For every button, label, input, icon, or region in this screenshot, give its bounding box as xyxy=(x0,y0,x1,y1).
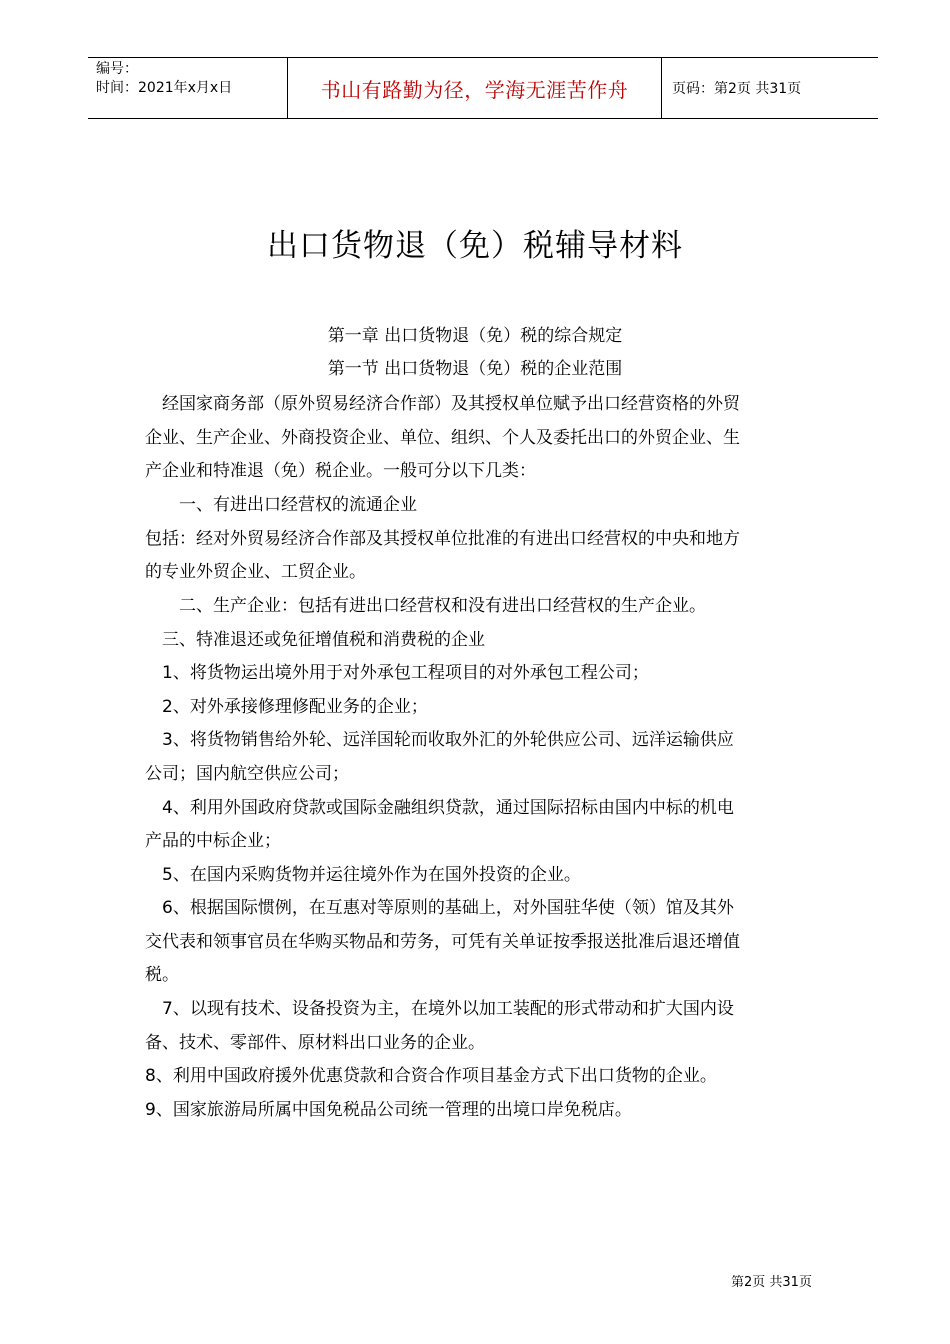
header-number-label: 编号： xyxy=(96,61,138,77)
list-item: 3、将货物销售给外轮、远洋国轮而收取外汇的外轮供应公司、远洋运输供应 xyxy=(145,730,734,750)
list-item: 税。 xyxy=(145,965,179,985)
body-line: 产企业和特准退（免）税企业。一般可分以下几类： xyxy=(145,461,536,481)
list-item: 5、在国内采购货物并运往境外作为在国外投资的企业。 xyxy=(145,865,581,885)
page-footer: 第2页 共31页 xyxy=(731,1275,812,1290)
list-item: 9、国家旅游局所属中国免税品公司统一管理的出境口岸免税店。 xyxy=(145,1100,632,1120)
list-item: 4、利用外国政府贷款或国际金融组织贷款，通过国际招标由国内中标的机电 xyxy=(145,798,734,818)
body-line: 企业、生产企业、外商投资企业、单位、组织、个人及委托出口的外贸企业、生 xyxy=(145,428,740,448)
list-heading: 三、特准退还或免征增值税和消费税的企业 xyxy=(145,630,485,650)
list-item: 公司；国内航空供应公司； xyxy=(145,764,349,784)
list-item: 交代表和领事官员在华购买物品和劳务，可凭有关单证按季报送批准后退还增值 xyxy=(145,932,740,952)
list-item: 6、根据国际惯例，在互惠对等原则的基础上，对外国驻华使（领）馆及其外 xyxy=(145,898,734,918)
list-item: 备、技术、零部件、原材料出口业务的企业。 xyxy=(145,1033,485,1053)
page-header xyxy=(88,57,878,119)
body-line: 包括：经对外贸易经济合作部及其授权单位批准的有进出口经营权的中央和地方 xyxy=(145,529,740,549)
chapter-heading: 第一章 出口货物退（免）税的综合规定 xyxy=(327,326,623,346)
document-title: 出口货物退（免）税辅导材料 xyxy=(267,228,683,264)
list-item: 产品的中标企业； xyxy=(145,831,281,851)
header-time-label: 时间：2021年x月x日 xyxy=(96,80,233,96)
header-page-label: 页码：第2页 共31页 xyxy=(672,81,802,97)
list-item: 8、利用中国政府援外优惠贷款和合资合作项目基金方式下出口货物的企业。 xyxy=(145,1066,717,1086)
header-motto: 书山有路勤为径，学海无涯苦作舟 xyxy=(288,58,662,118)
list-item: 7、以现有技术、设备投资为主，在境外以加工装配的形式带动和扩大国内设 xyxy=(145,999,734,1019)
list-item: 1、将货物运出境外用于对外承包工程项目的对外承包工程公司； xyxy=(145,663,649,683)
list-heading: 二、生产企业：包括有进出口经营权和没有进出口经营权的生产企业。 xyxy=(145,596,706,616)
body-line: 的专业外贸企业、工贸企业。 xyxy=(145,562,366,582)
section-heading: 第一节 出口货物退（免）税的企业范围 xyxy=(327,359,623,379)
body-line: 经国家商务部（原外贸易经济合作部）及其授权单位赋予出口经营资格的外贸 xyxy=(145,394,740,414)
list-item: 2、对外承接修理修配业务的企业； xyxy=(145,697,428,717)
list-heading: 一、有进出口经营权的流通企业 xyxy=(145,495,417,515)
header-meta-cell xyxy=(88,58,288,118)
